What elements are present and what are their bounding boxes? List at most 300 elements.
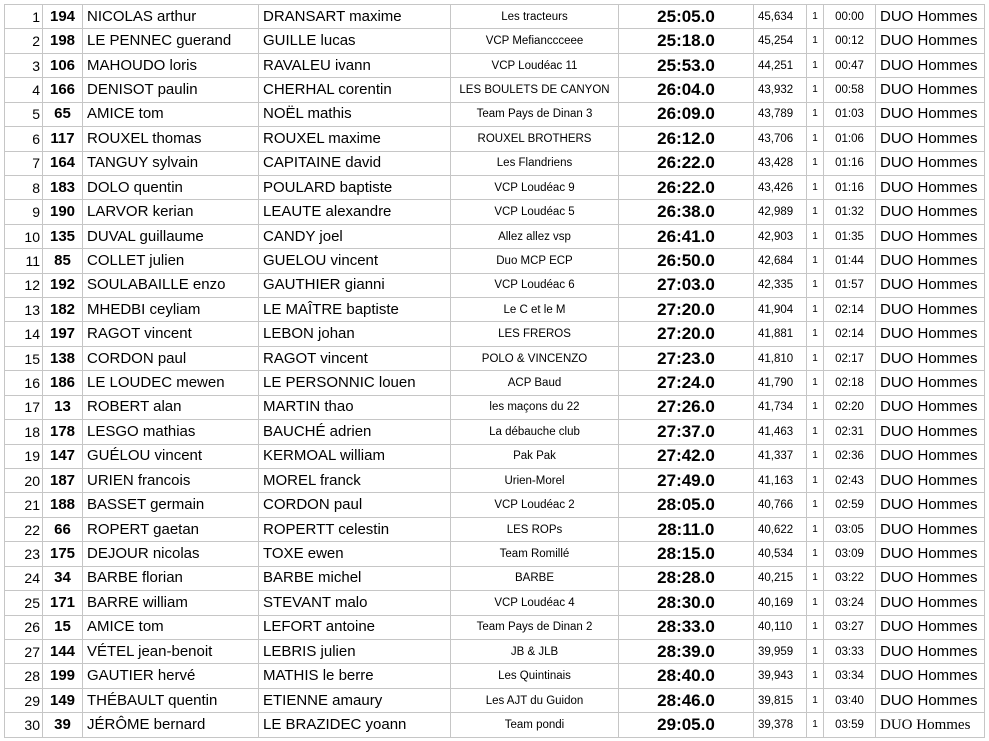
category-cell: DUO Hommes — [876, 175, 985, 199]
average-speed-cell: 41,790 — [754, 371, 807, 395]
average-speed-cell: 40,169 — [754, 591, 807, 615]
team-name-cell: VCP Loudéac 6 — [451, 273, 619, 297]
finish-time-cell: 27:03.0 — [619, 273, 754, 297]
result-row — [5, 200, 985, 224]
time-gap-cell: 03:05 — [824, 517, 876, 541]
rank-cell: 25 — [5, 591, 43, 615]
rider-two-cell: GAUTHIER gianni — [259, 273, 451, 297]
average-speed-cell: 39,943 — [754, 664, 807, 688]
time-gap-cell: 02:18 — [824, 371, 876, 395]
rank-cell: 27 — [5, 639, 43, 663]
category-cell: DUO Hommes — [876, 151, 985, 175]
bib-number-cell: 190 — [43, 200, 83, 224]
rider-one-cell: BASSET germain — [83, 493, 259, 517]
time-gap-cell: 03:27 — [824, 615, 876, 639]
category-cell: DUO Hommes — [876, 469, 985, 493]
time-gap-cell: 03:33 — [824, 639, 876, 663]
time-gap-cell: 03:22 — [824, 566, 876, 590]
result-row — [5, 615, 985, 639]
category-cell: DUO Hommes — [876, 615, 985, 639]
laps-cell: 1 — [807, 664, 824, 688]
average-speed-cell: 45,634 — [754, 5, 807, 29]
bib-number-cell: 171 — [43, 591, 83, 615]
result-row — [5, 371, 985, 395]
average-speed-cell: 40,622 — [754, 517, 807, 541]
bib-number-cell: 183 — [43, 175, 83, 199]
team-name-cell: LES ROPs — [451, 517, 619, 541]
rank-cell: 10 — [5, 224, 43, 248]
team-name-cell: Les AJT du Guidon — [451, 688, 619, 712]
average-speed-cell: 42,684 — [754, 249, 807, 273]
laps-cell: 1 — [807, 688, 824, 712]
finish-time-cell: 28:46.0 — [619, 688, 754, 712]
average-speed-cell: 42,989 — [754, 200, 807, 224]
rider-one-cell: VÉTEL jean-benoit — [83, 639, 259, 663]
rider-one-cell: AMICE tom — [83, 102, 259, 126]
finish-time-cell: 28:39.0 — [619, 639, 754, 663]
laps-cell: 1 — [807, 517, 824, 541]
category-cell: DUO Hommes — [876, 371, 985, 395]
team-name-cell: Allez allez vsp — [451, 224, 619, 248]
rider-two-cell: DRANSART maxime — [259, 5, 451, 29]
rider-two-cell: GUILLE lucas — [259, 29, 451, 53]
team-name-cell: Duo MCP ECP — [451, 249, 619, 273]
rank-cell: 8 — [5, 175, 43, 199]
rank-cell: 17 — [5, 395, 43, 419]
average-speed-cell: 43,428 — [754, 151, 807, 175]
rider-one-cell: NICOLAS arthur — [83, 5, 259, 29]
bib-number-cell: 187 — [43, 469, 83, 493]
average-speed-cell: 45,254 — [754, 29, 807, 53]
category-cell: DUO Hommes — [876, 102, 985, 126]
time-gap-cell: 01:16 — [824, 151, 876, 175]
team-name-cell: VCP Mefianccceee — [451, 29, 619, 53]
bib-number-cell: 186 — [43, 371, 83, 395]
rider-one-cell: AMICE tom — [83, 615, 259, 639]
rider-one-cell: ROUXEL thomas — [83, 127, 259, 151]
team-name-cell: les maçons du 22 — [451, 395, 619, 419]
team-name-cell: VCP Loudéac 4 — [451, 591, 619, 615]
rank-cell: 2 — [5, 29, 43, 53]
rider-two-cell: CANDY joel — [259, 224, 451, 248]
laps-cell: 1 — [807, 322, 824, 346]
time-gap-cell: 02:36 — [824, 444, 876, 468]
average-speed-cell: 40,766 — [754, 493, 807, 517]
results-body — [5, 5, 985, 738]
result-row — [5, 298, 985, 322]
result-row — [5, 346, 985, 370]
team-name-cell: Team Pays de Dinan 3 — [451, 102, 619, 126]
rank-cell: 26 — [5, 615, 43, 639]
rider-one-cell: TANGUY sylvain — [83, 151, 259, 175]
team-name-cell: ROUXEL BROTHERS — [451, 127, 619, 151]
finish-time-cell: 29:05.0 — [619, 713, 754, 738]
rank-cell: 12 — [5, 273, 43, 297]
rank-cell: 11 — [5, 249, 43, 273]
category-cell: DUO Hommes — [876, 395, 985, 419]
rank-cell: 5 — [5, 102, 43, 126]
team-name-cell: Les tracteurs — [451, 5, 619, 29]
time-gap-cell: 02:17 — [824, 346, 876, 370]
time-gap-cell: 01:44 — [824, 249, 876, 273]
team-name-cell: LES FREROS — [451, 322, 619, 346]
rank-cell: 15 — [5, 346, 43, 370]
laps-cell: 1 — [807, 78, 824, 102]
category-cell: DUO Hommes — [876, 273, 985, 297]
result-row — [5, 322, 985, 346]
laps-cell: 1 — [807, 249, 824, 273]
result-row — [5, 566, 985, 590]
time-gap-cell: 03:59 — [824, 713, 876, 738]
time-gap-cell: 02:59 — [824, 493, 876, 517]
result-row — [5, 29, 985, 53]
time-gap-cell: 02:14 — [824, 322, 876, 346]
category-cell: DUO Hommes — [876, 78, 985, 102]
time-gap-cell: 01:16 — [824, 175, 876, 199]
average-speed-cell: 43,932 — [754, 78, 807, 102]
rank-cell: 29 — [5, 688, 43, 712]
rider-one-cell: SOULABAILLE enzo — [83, 273, 259, 297]
average-speed-cell: 41,337 — [754, 444, 807, 468]
result-row — [5, 395, 985, 419]
laps-cell: 1 — [807, 298, 824, 322]
rider-one-cell: RAGOT vincent — [83, 322, 259, 346]
team-name-cell: VCP Loudéac 9 — [451, 175, 619, 199]
laps-cell: 1 — [807, 591, 824, 615]
rider-two-cell: CORDON paul — [259, 493, 451, 517]
bib-number-cell: 164 — [43, 151, 83, 175]
finish-time-cell: 26:41.0 — [619, 224, 754, 248]
laps-cell: 1 — [807, 395, 824, 419]
bib-number-cell: 135 — [43, 224, 83, 248]
laps-cell: 1 — [807, 273, 824, 297]
result-row — [5, 517, 985, 541]
rider-one-cell: CORDON paul — [83, 346, 259, 370]
rider-two-cell: LEAUTE alexandre — [259, 200, 451, 224]
laps-cell: 1 — [807, 53, 824, 77]
bib-number-cell: 182 — [43, 298, 83, 322]
bib-number-cell: 198 — [43, 29, 83, 53]
finish-time-cell: 27:24.0 — [619, 371, 754, 395]
laps-cell: 1 — [807, 371, 824, 395]
result-row — [5, 713, 985, 738]
average-speed-cell: 44,251 — [754, 53, 807, 77]
average-speed-cell: 41,904 — [754, 298, 807, 322]
results-table — [4, 4, 985, 738]
laps-cell: 1 — [807, 175, 824, 199]
result-row — [5, 639, 985, 663]
finish-time-cell: 26:09.0 — [619, 102, 754, 126]
time-gap-cell: 03:40 — [824, 688, 876, 712]
result-row — [5, 249, 985, 273]
laps-cell: 1 — [807, 444, 824, 468]
average-speed-cell: 39,959 — [754, 639, 807, 663]
laps-cell: 1 — [807, 29, 824, 53]
finish-time-cell: 25:05.0 — [619, 5, 754, 29]
result-row — [5, 175, 985, 199]
time-gap-cell: 00:12 — [824, 29, 876, 53]
team-name-cell: La débauche club — [451, 420, 619, 444]
laps-cell: 1 — [807, 566, 824, 590]
rider-one-cell: THÉBAULT quentin — [83, 688, 259, 712]
finish-time-cell: 26:22.0 — [619, 151, 754, 175]
team-name-cell: LES BOULETS DE CANYON — [451, 78, 619, 102]
team-name-cell: Les Quintinais — [451, 664, 619, 688]
average-speed-cell: 41,881 — [754, 322, 807, 346]
bib-number-cell: 15 — [43, 615, 83, 639]
time-gap-cell: 01:06 — [824, 127, 876, 151]
finish-time-cell: 27:49.0 — [619, 469, 754, 493]
team-name-cell: VCP Loudéac 11 — [451, 53, 619, 77]
bib-number-cell: 34 — [43, 566, 83, 590]
rank-cell: 30 — [5, 713, 43, 738]
rank-cell: 21 — [5, 493, 43, 517]
rider-two-cell: ETIENNE amaury — [259, 688, 451, 712]
average-speed-cell: 39,378 — [754, 713, 807, 738]
rider-two-cell: RAVALEU ivann — [259, 53, 451, 77]
time-gap-cell: 03:34 — [824, 664, 876, 688]
rider-two-cell: ROPERTT celestin — [259, 517, 451, 541]
team-name-cell: JB & JLB — [451, 639, 619, 663]
rider-one-cell: GAUTIER hervé — [83, 664, 259, 688]
rank-cell: 24 — [5, 566, 43, 590]
rank-cell: 7 — [5, 151, 43, 175]
result-row — [5, 78, 985, 102]
laps-cell: 1 — [807, 493, 824, 517]
laps-cell: 1 — [807, 127, 824, 151]
laps-cell: 1 — [807, 151, 824, 175]
rider-one-cell: MAHOUDO loris — [83, 53, 259, 77]
time-gap-cell: 03:24 — [824, 591, 876, 615]
team-name-cell: VCP Loudéac 5 — [451, 200, 619, 224]
laps-cell: 1 — [807, 346, 824, 370]
rider-one-cell: BARRE william — [83, 591, 259, 615]
rider-one-cell: GUÉLOU vincent — [83, 444, 259, 468]
rider-one-cell: COLLET julien — [83, 249, 259, 273]
time-gap-cell: 00:00 — [824, 5, 876, 29]
result-row — [5, 273, 985, 297]
category-cell: DUO Hommes — [876, 542, 985, 566]
result-row — [5, 151, 985, 175]
rank-cell: 22 — [5, 517, 43, 541]
rank-cell: 4 — [5, 78, 43, 102]
rider-one-cell: DOLO quentin — [83, 175, 259, 199]
time-gap-cell: 00:58 — [824, 78, 876, 102]
rider-two-cell: KERMOAL william — [259, 444, 451, 468]
category-cell: DUO Hommes — [876, 249, 985, 273]
rider-one-cell: URIEN francois — [83, 469, 259, 493]
laps-cell: 1 — [807, 200, 824, 224]
finish-time-cell: 27:20.0 — [619, 298, 754, 322]
category-cell: DUO Hommes — [876, 420, 985, 444]
laps-cell: 1 — [807, 713, 824, 738]
rider-two-cell: ROUXEL maxime — [259, 127, 451, 151]
team-name-cell: Les Flandriens — [451, 151, 619, 175]
rider-one-cell: ROPERT gaetan — [83, 517, 259, 541]
time-gap-cell: 02:14 — [824, 298, 876, 322]
rider-one-cell: DEJOUR nicolas — [83, 542, 259, 566]
time-gap-cell: 02:43 — [824, 469, 876, 493]
average-speed-cell: 41,734 — [754, 395, 807, 419]
average-speed-cell: 41,163 — [754, 469, 807, 493]
category-cell: DUO Hommes — [876, 127, 985, 151]
result-row — [5, 420, 985, 444]
category-cell: DUO Hommes — [876, 200, 985, 224]
bib-number-cell: 138 — [43, 346, 83, 370]
average-speed-cell: 42,903 — [754, 224, 807, 248]
bib-number-cell: 194 — [43, 5, 83, 29]
rank-cell: 16 — [5, 371, 43, 395]
time-gap-cell: 00:47 — [824, 53, 876, 77]
rider-one-cell: LE LOUDEC mewen — [83, 371, 259, 395]
rank-cell: 9 — [5, 200, 43, 224]
average-speed-cell: 43,426 — [754, 175, 807, 199]
bib-number-cell: 149 — [43, 688, 83, 712]
result-row — [5, 469, 985, 493]
category-cell: DUO Hommes — [876, 322, 985, 346]
time-gap-cell: 02:20 — [824, 395, 876, 419]
finish-time-cell: 25:53.0 — [619, 53, 754, 77]
bib-number-cell: 144 — [43, 639, 83, 663]
finish-time-cell: 26:50.0 — [619, 249, 754, 273]
rank-cell: 23 — [5, 542, 43, 566]
category-cell: DUO Hommes — [876, 639, 985, 663]
bib-number-cell: 192 — [43, 273, 83, 297]
result-row — [5, 542, 985, 566]
category-cell: DUO Hommes — [876, 517, 985, 541]
rider-one-cell: DENISOT paulin — [83, 78, 259, 102]
bib-number-cell: 39 — [43, 713, 83, 738]
finish-time-cell: 27:42.0 — [619, 444, 754, 468]
rider-two-cell: LEBRIS julien — [259, 639, 451, 663]
laps-cell: 1 — [807, 615, 824, 639]
rider-two-cell: LEFORT antoine — [259, 615, 451, 639]
team-name-cell: Team pondi — [451, 713, 619, 738]
laps-cell: 1 — [807, 224, 824, 248]
laps-cell: 1 — [807, 102, 824, 126]
result-row — [5, 688, 985, 712]
category-cell: DUO Hommes — [876, 493, 985, 517]
rider-one-cell: DUVAL guillaume — [83, 224, 259, 248]
finish-time-cell: 28:11.0 — [619, 517, 754, 541]
finish-time-cell: 25:18.0 — [619, 29, 754, 53]
time-gap-cell: 03:09 — [824, 542, 876, 566]
time-gap-cell: 01:57 — [824, 273, 876, 297]
rider-two-cell: BARBE michel — [259, 566, 451, 590]
rank-cell: 3 — [5, 53, 43, 77]
finish-time-cell: 28:33.0 — [619, 615, 754, 639]
category-cell: DUO Hommes — [876, 224, 985, 248]
time-gap-cell: 01:35 — [824, 224, 876, 248]
team-name-cell: ACP Baud — [451, 371, 619, 395]
bib-number-cell: 175 — [43, 542, 83, 566]
result-row — [5, 5, 985, 29]
rider-two-cell: CAPITAINE david — [259, 151, 451, 175]
team-name-cell: VCP Loudéac 2 — [451, 493, 619, 517]
rider-one-cell: JÉRÔME bernard — [83, 713, 259, 738]
rank-cell: 1 — [5, 5, 43, 29]
rank-cell: 18 — [5, 420, 43, 444]
rider-two-cell: POULARD baptiste — [259, 175, 451, 199]
rider-two-cell: STEVANT malo — [259, 591, 451, 615]
team-name-cell: Team Pays de Dinan 2 — [451, 615, 619, 639]
bib-number-cell: 188 — [43, 493, 83, 517]
category-cell: DUO Hommes — [876, 29, 985, 53]
category-cell: DUO Hommes — [876, 346, 985, 370]
finish-time-cell: 28:15.0 — [619, 542, 754, 566]
rider-two-cell: LEBON johan — [259, 322, 451, 346]
category-cell: DUO Hommes — [876, 298, 985, 322]
category-cell: DUO Hommes — [876, 5, 985, 29]
team-name-cell: Urien-Morel — [451, 469, 619, 493]
finish-time-cell: 27:20.0 — [619, 322, 754, 346]
finish-time-cell: 28:30.0 — [619, 591, 754, 615]
team-name-cell: BARBE — [451, 566, 619, 590]
category-cell: DUO Hommes — [876, 713, 985, 738]
rider-two-cell: GUELOU vincent — [259, 249, 451, 273]
laps-cell: 1 — [807, 420, 824, 444]
result-row — [5, 493, 985, 517]
team-name-cell: Pak Pak — [451, 444, 619, 468]
rider-two-cell: MATHIS le berre — [259, 664, 451, 688]
bib-number-cell: 178 — [43, 420, 83, 444]
finish-time-cell: 28:40.0 — [619, 664, 754, 688]
rider-one-cell: BARBE florian — [83, 566, 259, 590]
result-row — [5, 444, 985, 468]
result-row — [5, 664, 985, 688]
bib-number-cell: 85 — [43, 249, 83, 273]
rider-two-cell: MOREL franck — [259, 469, 451, 493]
result-row — [5, 224, 985, 248]
rider-one-cell: LESGO mathias — [83, 420, 259, 444]
time-gap-cell: 01:32 — [824, 200, 876, 224]
finish-time-cell: 27:23.0 — [619, 346, 754, 370]
finish-time-cell: 27:37.0 — [619, 420, 754, 444]
laps-cell: 1 — [807, 542, 824, 566]
average-speed-cell: 41,810 — [754, 346, 807, 370]
finish-time-cell: 26:22.0 — [619, 175, 754, 199]
rider-one-cell: LE PENNEC guerand — [83, 29, 259, 53]
rider-two-cell: BAUCHÉ adrien — [259, 420, 451, 444]
average-speed-cell: 40,534 — [754, 542, 807, 566]
rider-two-cell: TOXE ewen — [259, 542, 451, 566]
rank-cell: 14 — [5, 322, 43, 346]
average-speed-cell: 41,463 — [754, 420, 807, 444]
bib-number-cell: 117 — [43, 127, 83, 151]
average-speed-cell: 42,335 — [754, 273, 807, 297]
result-row — [5, 591, 985, 615]
finish-time-cell: 27:26.0 — [619, 395, 754, 419]
rider-two-cell: LE BRAZIDEC yoann — [259, 713, 451, 738]
rider-one-cell: LARVOR kerian — [83, 200, 259, 224]
rider-two-cell: CHERHAL corentin — [259, 78, 451, 102]
average-speed-cell: 39,815 — [754, 688, 807, 712]
result-row — [5, 102, 985, 126]
bib-number-cell: 66 — [43, 517, 83, 541]
rank-cell: 28 — [5, 664, 43, 688]
finish-time-cell: 26:04.0 — [619, 78, 754, 102]
finish-time-cell: 26:12.0 — [619, 127, 754, 151]
bib-number-cell: 166 — [43, 78, 83, 102]
rider-two-cell: NOËL mathis — [259, 102, 451, 126]
bib-number-cell: 199 — [43, 664, 83, 688]
rank-cell: 13 — [5, 298, 43, 322]
category-cell: DUO Hommes — [876, 53, 985, 77]
finish-time-cell: 28:05.0 — [619, 493, 754, 517]
average-speed-cell: 43,789 — [754, 102, 807, 126]
bib-number-cell: 65 — [43, 102, 83, 126]
category-cell: DUO Hommes — [876, 591, 985, 615]
